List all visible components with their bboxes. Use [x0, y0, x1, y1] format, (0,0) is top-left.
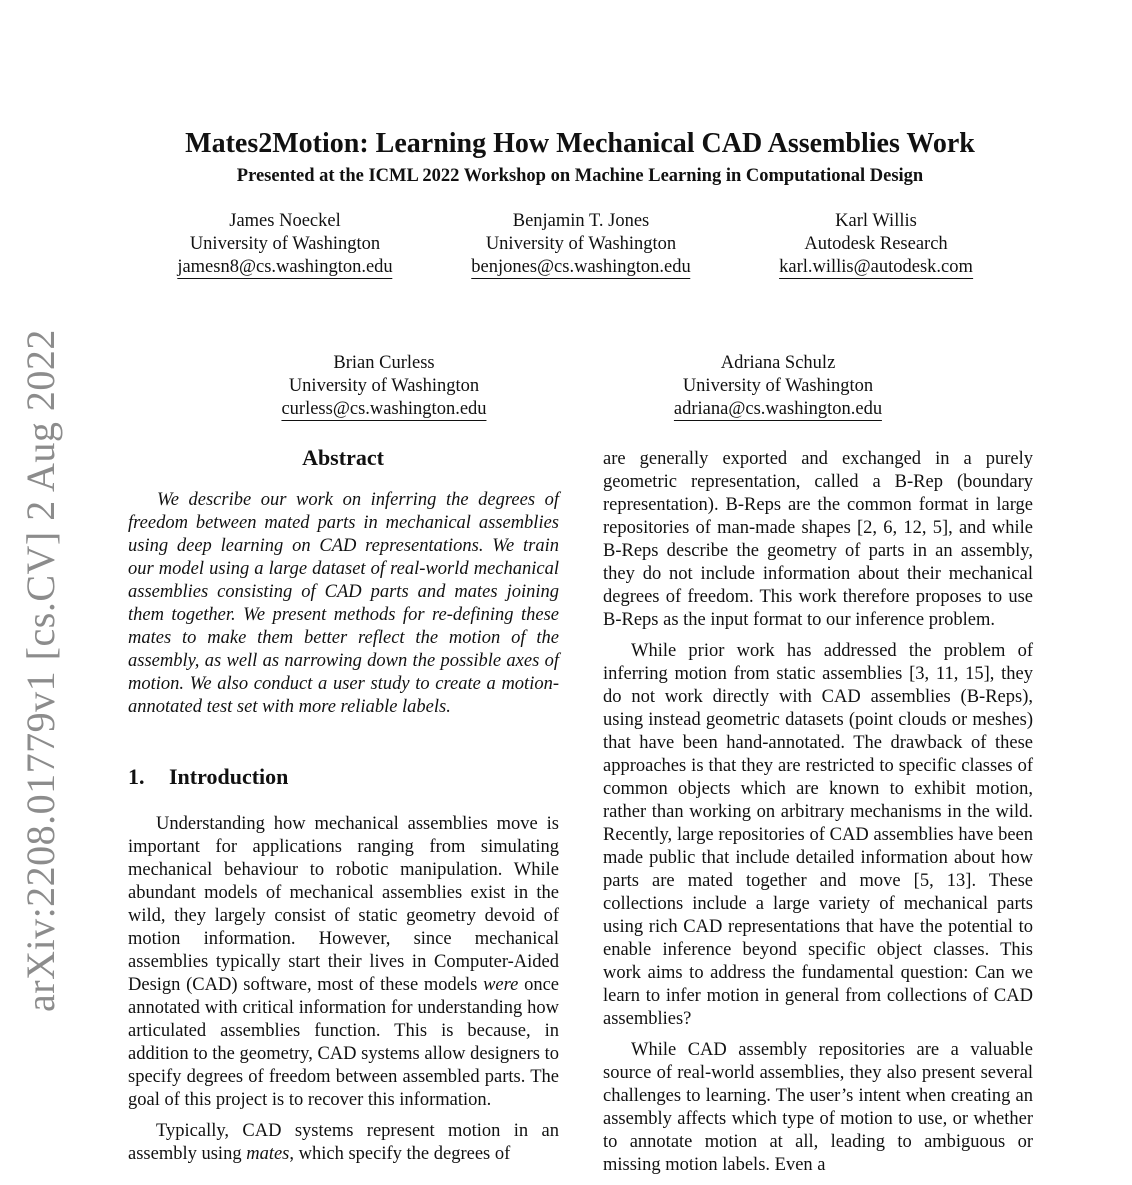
- paragraph-text: once annotated with critical information for understanding how articulated assemblies function. This is because, in addition to the geometry, CAD systems allow designers to specify degrees of freedom between assembled parts. The goal of this project is to recover this information.: [128, 975, 559, 1110]
- paragraph: While prior work has addressed the problem of inferring motion from static assemblies [3, 11, 15], they do not work directly with CAD assemblies (B-Reps), using instead geometric datasets (point clouds or meshes) that have been hand-annotated. The drawback of these approaches is that they are restricted to specific classes of common objects which are known to exhibit motion, rather than working on arbitrary mechanisms in the wild. Recently, large repositories of CAD assemblies have been made public that include detailed information about how parts are mated together and move [5, 13]. These collections include a large variety of mechanical parts using rich CAD representations that have the potential to enable inference beyond specific object classes. This work aims to address the fundamental question: Can we learn to infer motion in general from collections of CAD assemblies?: [603, 641, 1033, 1029]
- author-email[interactable]: benjones@cs.washington.edu: [471, 257, 691, 277]
- author-email[interactable]: jamesn8@cs.washington.edu: [177, 257, 393, 277]
- emphasis: were: [483, 975, 519, 995]
- author-block: [471, 210, 690, 279]
- paragraph-text: Typically, CAD systems represent motion in an assembly using: [128, 1121, 559, 1164]
- author-name: Karl Willis: [835, 211, 917, 231]
- author-email[interactable]: adriana@cs.washington.edu: [673, 399, 883, 419]
- author-block: [779, 210, 973, 279]
- section-title: Introduction: [169, 764, 289, 789]
- paper-title: Mates2Motion: Learning How Mechanical CAD Assemblies Work: [185, 128, 975, 159]
- author-affiliation: University of Washington: [288, 376, 480, 396]
- right-column: [603, 448, 1033, 1185]
- author-email[interactable]: karl.willis@autodesk.com: [779, 257, 973, 277]
- author-email[interactable]: curless@cs.washington.edu: [281, 399, 487, 419]
- emphasis: mates: [246, 1144, 290, 1164]
- paragraph: While CAD assembly repositories are a valuable source of real-world assemblies, they also present several challenges to learning. The user’s intent when creating an assembly affects which type of motion to use, or whether to annotate motion at all, leading to ambiguous or missing motion labels. Even a: [603, 1040, 1033, 1175]
- section-heading-introduction: [128, 763, 288, 791]
- author-name: Adriana Schulz: [720, 353, 836, 373]
- author-affiliation: Autodesk Research: [804, 234, 948, 254]
- section-number: 1.: [128, 764, 145, 789]
- paragraph: are generally exported and exchanged in a purely geometric representation, called a B-Rep (boundary representation). B-Reps are the common format in large repositories of man-made shapes [2, 6, 12, 5], and while B-Reps describe the geometry of parts in an assembly, they do not include information about their mechanical degrees of freedom. This work therefore proposes to use B-Reps as the input format to our inference problem.: [603, 449, 1033, 630]
- paper-subtitle: Presented at the ICML 2022 Workshop on Machine Learning in Computational Design: [236, 166, 924, 186]
- arxiv-identifier: arXiv:2208.01779v1 [cs.CV] 2 Aug 2022: [18, 329, 63, 1012]
- author-affiliation: University of Washington: [189, 234, 381, 254]
- author-name: Brian Curless: [333, 353, 435, 373]
- author-block: [281, 352, 486, 421]
- author-block: [674, 352, 882, 421]
- abstract-text: We describe our work on inferring the degrees of freedom between mated parts in mechanical assemblies using deep learning on CAD representations. We train our model using a large dataset of real-world mechanical assemblies consisting of CAD parts and mates joining them together. We present methods for re-defining these mates to make them better reflect the motion of the assembly, as well as narrowing down the possible axes of motion. We also conduct a user study to create a motion-annotated test set with more reliable labels.: [128, 490, 559, 717]
- paragraph-text: , which specify the degrees of: [289, 1144, 511, 1164]
- left-column: [128, 813, 559, 1174]
- author-affiliation: University of Washington: [485, 234, 677, 254]
- author-name: Benjamin T. Jones: [512, 211, 650, 231]
- author-block: [177, 210, 392, 279]
- abstract-heading: Abstract: [302, 445, 384, 470]
- paragraph: [128, 813, 559, 1112]
- author-name: James Noeckel: [229, 211, 341, 231]
- paragraph: [128, 1120, 559, 1166]
- author-affiliation: University of Washington: [682, 376, 874, 396]
- paragraph-text: Understanding how mechanical assemblies move is important for applications ranging from simulating mechanical behaviour to robotic manipulation. While abundant models of mechanical assemblies exist in the wild, they largely consist of static geometry devoid of motion information. However, since mechanical assemblies typically start their lives in Computer-Aided Design (CAD) software, most of these models: [128, 814, 559, 995]
